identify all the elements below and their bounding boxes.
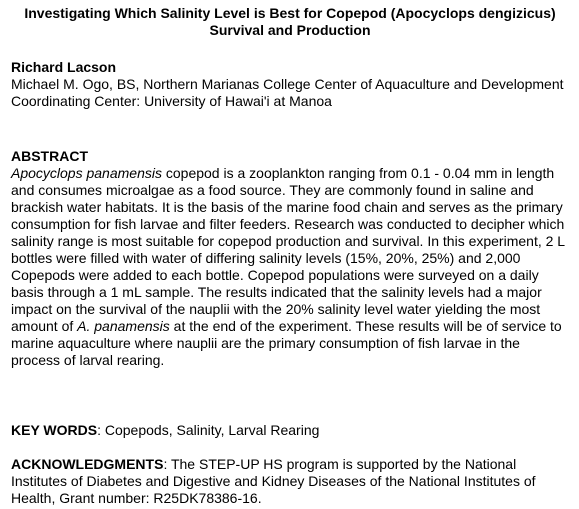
- species-name-italic-abbrev: A. panamensis: [77, 318, 170, 334]
- keywords-text: : Copepods, Salinity, Larval Rearing: [97, 422, 320, 438]
- acknowledgments-section: [11, 456, 571, 507]
- abstract-body: [11, 165, 571, 369]
- author-name: Richard Lacson: [11, 59, 117, 75]
- acknowledgments-text: : The STEP-UP HS program is supported by the National Institutes of Diabetes and Digestive and Kidney Diseases of the National Institutes of Health, Grant number: R25DK78386-16.: [11, 456, 536, 506]
- abstract-text-part1: copepod is a zooplankton ranging from 0.1 - 0.04 mm in length and consumes microalgae as a food source. They are commonly found in saline and brackish water habitats. It is the basis of the marine food chain and serves as the primary consumption for fish larvae and filter feeders. Research was conducted to decipher which salinity range is most suitable for copepod production and survival. In this experiment, 2 L bottles were filled with water of differing salinity levels (15%, 20%, 25%) and 2,000 Copepods were added to each bottle. Copepod populations were surveyed on a daily basis through a 1 mL sample. The results indicated that the salinity levels had a major impact on the survival of the nauplii with the 20% salinity level water yielding the most amount of: [11, 165, 565, 334]
- acknowledgments-label: ACKNOWLEDGMENTS: [11, 456, 164, 472]
- abstract-section: [11, 148, 571, 369]
- species-name-italic: Apocyclops panamensis: [11, 165, 162, 181]
- affiliation-line: Michael M. Ogo, BS, Northern Marianas College Center of Aquaculture and Development: [11, 76, 564, 92]
- author-block: [11, 59, 571, 110]
- abstract-heading: ABSTRACT: [11, 148, 88, 164]
- keywords-label: KEY WORDS: [11, 422, 98, 438]
- paper-title: Investigating Which Salinity Level is Best for Copepod (Apocyclops dengizicus) Survival and Production: [24, 5, 556, 38]
- abstract-text-part2: at the end of the experiment. These results will be of service to marine aquaculture where nauplii are the primary consumption of fish larvae in the process of larval rearing.: [11, 318, 562, 368]
- keywords-section: [11, 422, 571, 439]
- coordinating-center-line: Coordinating Center: University of Hawai'i at Manoa: [11, 93, 332, 109]
